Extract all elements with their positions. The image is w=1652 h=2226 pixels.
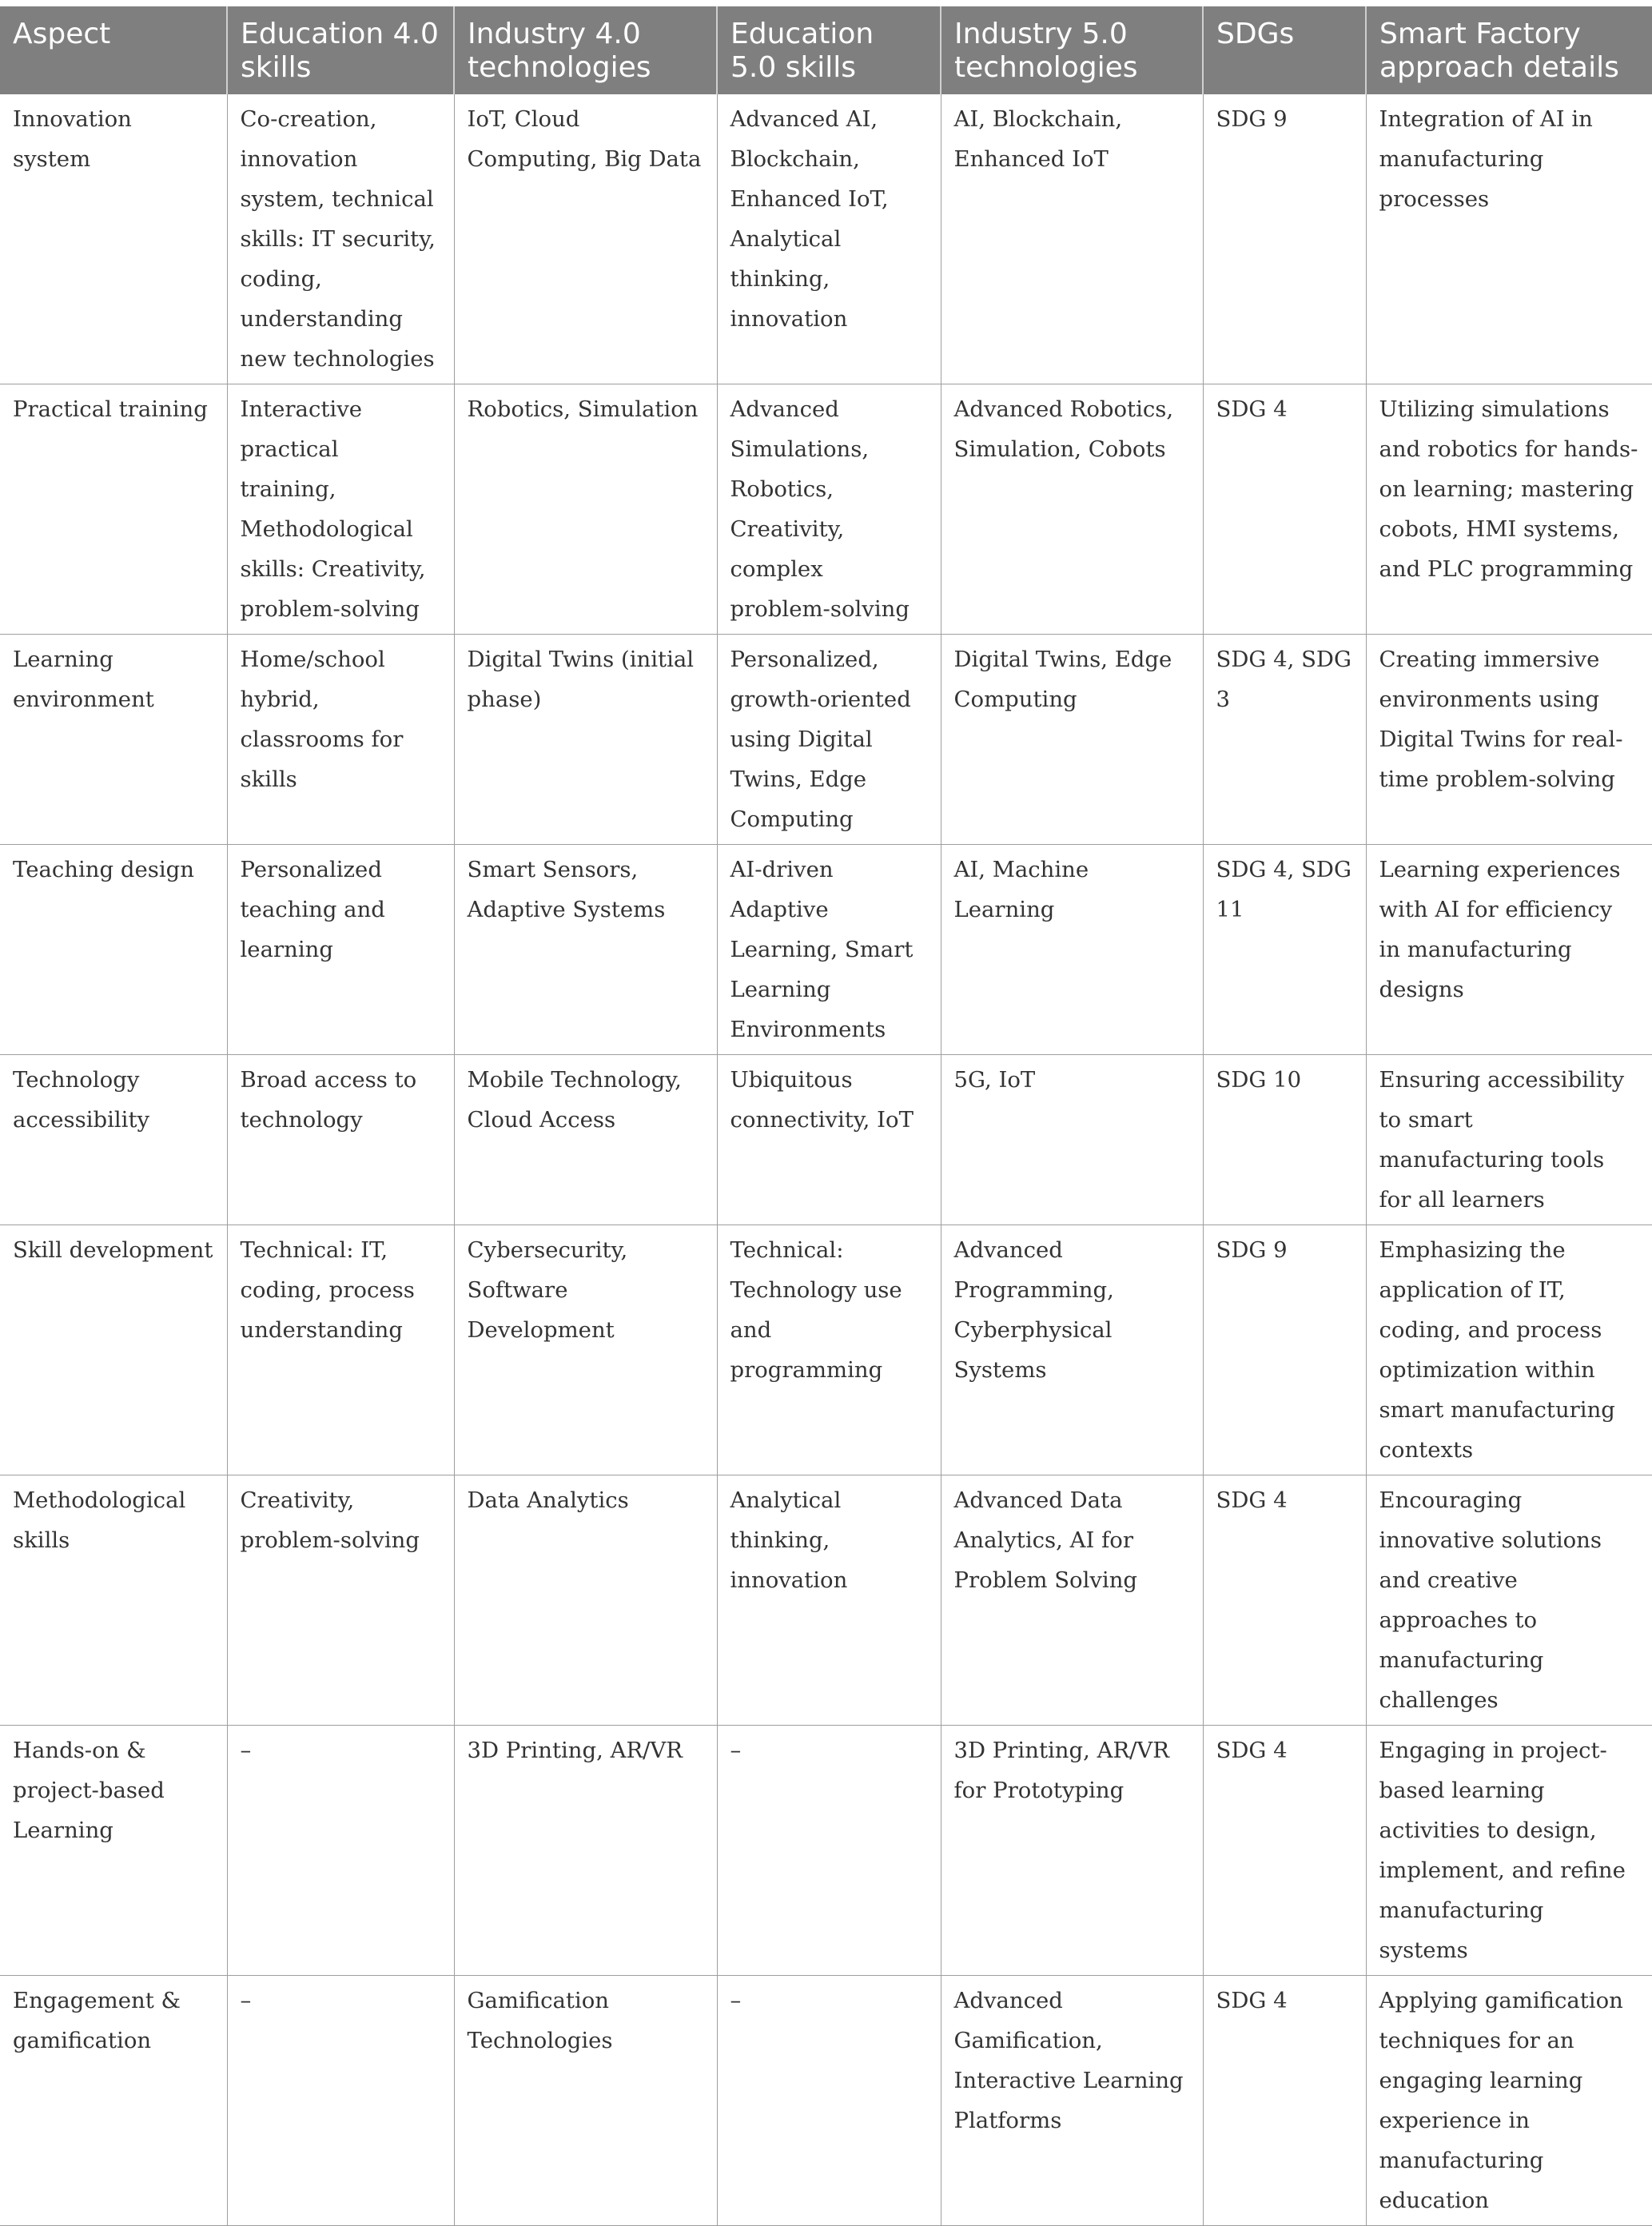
cell-industry-5-technologies: 5G, IoT (941, 1055, 1203, 1225)
header-smart-factory-details: Smart Factory approach details (1366, 6, 1652, 94)
table-row (0, 635, 1652, 845)
cell-education-4-skills: Technical: IT, coding, process understanding (227, 1225, 454, 1475)
cell-smart-factory-details: Engaging in project-based learning activities to design, implement, and refine manufacturing systems (1366, 1726, 1652, 1976)
cell-education-5-skills: Analytical thinking, innovation (717, 1475, 941, 1726)
cell-industry-4-technologies: IoT, Cloud Computing, Big Data (454, 94, 717, 384)
table-row (0, 1475, 1652, 1726)
cell-industry-5-technologies: Advanced Programming, Cyberphysical Systems (941, 1225, 1203, 1475)
cell-industry-5-technologies: Advanced Robotics, Simulation, Cobots (941, 384, 1203, 635)
cell-industry-5-technologies: 3D Printing, AR/VR for Prototyping (941, 1726, 1203, 1976)
cell-industry-4-technologies: Robotics, Simulation (454, 384, 717, 635)
table-row (0, 1055, 1652, 1225)
cell-sdgs: SDG 4 (1203, 1976, 1366, 2226)
table-row (0, 94, 1652, 384)
cell-aspect: Technology accessibility (0, 1055, 227, 1225)
cell-aspect: Teaching design (0, 845, 227, 1055)
table-row (0, 1225, 1652, 1475)
cell-sdgs: SDG 9 (1203, 1225, 1366, 1475)
table-row (0, 384, 1652, 635)
cell-education-4-skills: – (227, 1726, 454, 1976)
table-row (0, 1976, 1652, 2226)
cell-industry-5-technologies: AI, Blockchain, Enhanced IoT (941, 94, 1203, 384)
header-industry-5-technologies: Industry 5.0 technologies (941, 6, 1203, 94)
cell-aspect: Hands-on & project-based Learning (0, 1726, 227, 1976)
cell-education-5-skills: AI-driven Adaptive Learning, Smart Learning Environments (717, 845, 941, 1055)
cell-smart-factory-details: Creating immersive environments using Digital Twins for real-time problem-solving (1366, 635, 1652, 845)
cell-industry-5-technologies: AI, Machine Learning (941, 845, 1203, 1055)
header-education-4-skills: Education 4.0 skills (227, 6, 454, 94)
table-container (0, 6, 1652, 2226)
cell-industry-4-technologies: 3D Printing, AR/VR (454, 1726, 717, 1976)
cell-aspect: Practical training (0, 384, 227, 635)
cell-industry-4-technologies: Digital Twins (initial phase) (454, 635, 717, 845)
header-sdgs: SDGs (1203, 6, 1366, 94)
cell-industry-5-technologies: Advanced Data Analytics, AI for Problem Solving (941, 1475, 1203, 1726)
header-aspect: Aspect (0, 6, 227, 94)
cell-education-4-skills: Creativity, problem-solving (227, 1475, 454, 1726)
cell-smart-factory-details: Emphasizing the application of IT, coding, and process optimization within smart manufacturing contexts (1366, 1225, 1652, 1475)
cell-sdgs: SDG 4 (1203, 1475, 1366, 1726)
cell-sdgs: SDG 9 (1203, 94, 1366, 384)
cell-smart-factory-details: Applying gamification techniques for an engaging learning experience in manufacturing education (1366, 1976, 1652, 2226)
cell-sdgs: SDG 4, SDG 11 (1203, 845, 1366, 1055)
header-row (0, 6, 1652, 94)
cell-industry-4-technologies: Data Analytics (454, 1475, 717, 1726)
header-education-5-skills: Education 5.0 skills (717, 6, 941, 94)
cell-education-4-skills: Broad access to technology (227, 1055, 454, 1225)
header-industry-4-technologies: Industry 4.0 technologies (454, 6, 717, 94)
cell-industry-4-technologies: Smart Sensors, Adaptive Systems (454, 845, 717, 1055)
cell-sdgs: SDG 4 (1203, 1726, 1366, 1976)
cell-education-5-skills: Ubiquitous connectivity, IoT (717, 1055, 941, 1225)
cell-aspect: Learning environment (0, 635, 227, 845)
cell-education-4-skills: Home/school hybrid, classrooms for skills (227, 635, 454, 845)
cell-education-5-skills: Advanced AI, Blockchain, Enhanced IoT, Analytical thinking, innovation (717, 94, 941, 384)
cell-industry-4-technologies: Cybersecurity, Software Development (454, 1225, 717, 1475)
cell-education-5-skills: Advanced Simulations, Robotics, Creativity, complex problem-solving (717, 384, 941, 635)
cell-smart-factory-details: Encouraging innovative solutions and creative approaches to manufacturing challenges (1366, 1475, 1652, 1726)
cell-sdgs: SDG 4 (1203, 384, 1366, 635)
cell-education-4-skills: Co-creation, innovation system, technical skills: IT security, coding, understanding new technologies (227, 94, 454, 384)
cell-smart-factory-details: Ensuring accessibility to smart manufacturing tools for all learners (1366, 1055, 1652, 1225)
cell-education-4-skills: – (227, 1976, 454, 2226)
cell-education-5-skills: – (717, 1976, 941, 2226)
cell-education-4-skills: Personalized teaching and learning (227, 845, 454, 1055)
cell-smart-factory-details: Utilizing simulations and robotics for hands-on learning; mastering cobots, HMI systems, and PLC programming (1366, 384, 1652, 635)
cell-smart-factory-details: Integration of AI in manufacturing processes (1366, 94, 1652, 384)
cell-industry-4-technologies: Gamification Technologies (454, 1976, 717, 2226)
cell-industry-4-technologies: Mobile Technology, Cloud Access (454, 1055, 717, 1225)
cell-aspect: Innovation system (0, 94, 227, 384)
table-row (0, 845, 1652, 1055)
cell-education-5-skills: – (717, 1726, 941, 1976)
cell-aspect: Engagement & gamification (0, 1976, 227, 2226)
cell-industry-5-technologies: Advanced Gamification, Interactive Learning Platforms (941, 1976, 1203, 2226)
cell-aspect: Methodological skills (0, 1475, 227, 1726)
cell-sdgs: SDG 10 (1203, 1055, 1366, 1225)
cell-industry-5-technologies: Digital Twins, Edge Computing (941, 635, 1203, 845)
cell-education-4-skills: Interactive practical training, Methodological skills: Creativity, problem-solving (227, 384, 454, 635)
cell-aspect: Skill development (0, 1225, 227, 1475)
cell-education-5-skills: Technical: Technology use and programming (717, 1225, 941, 1475)
table-row (0, 1726, 1652, 1976)
cell-smart-factory-details: Learning experiences with AI for efficiency in manufacturing designs (1366, 845, 1652, 1055)
comparison-table (0, 6, 1652, 2226)
cell-sdgs: SDG 4, SDG 3 (1203, 635, 1366, 845)
cell-education-5-skills: Personalized, growth-oriented using Digital Twins, Edge Computing (717, 635, 941, 845)
